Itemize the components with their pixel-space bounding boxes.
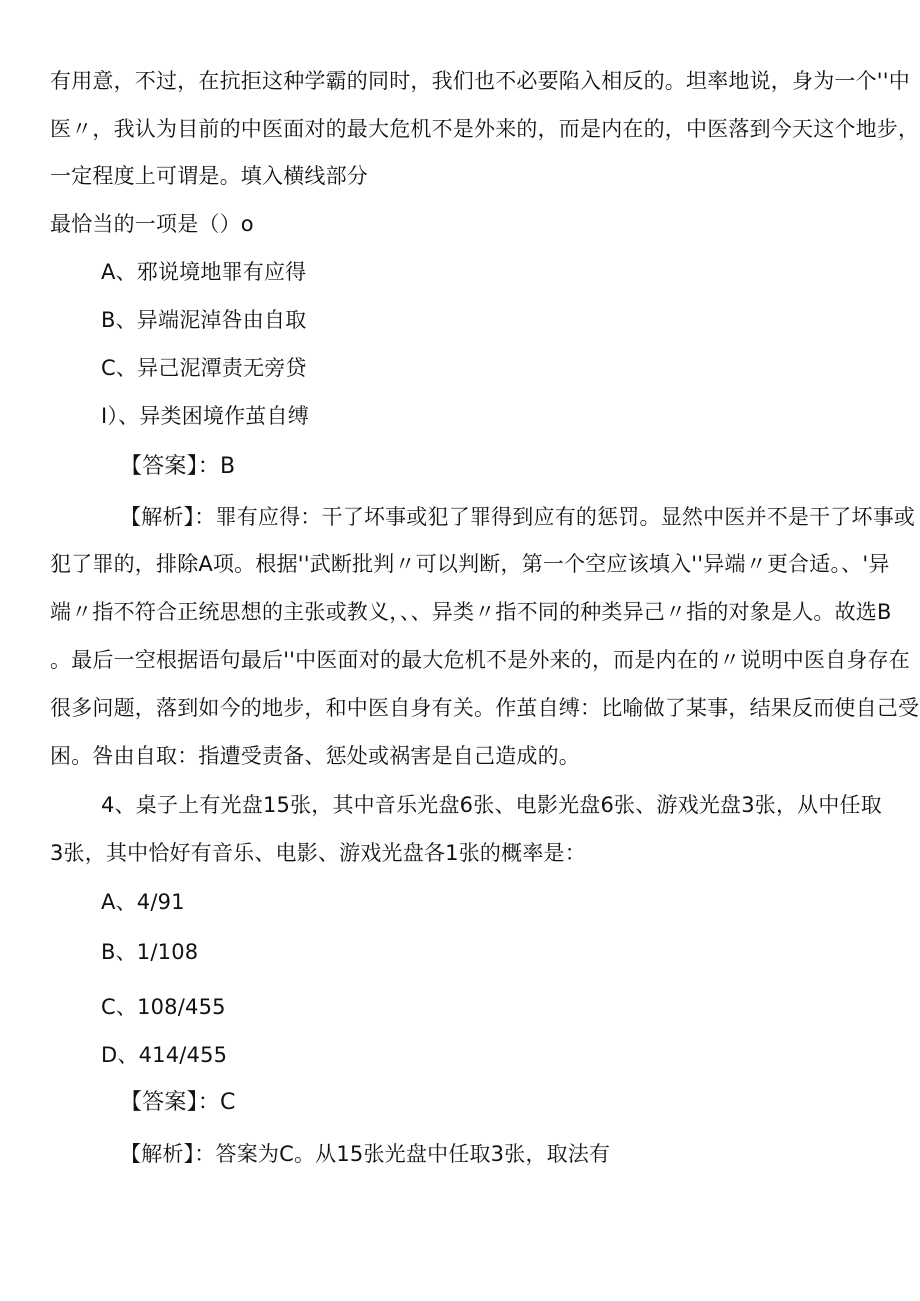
passage-text-line-3: 一定程度上可谓是。填入横线部分: [50, 164, 368, 188]
option-b: B、异端泥淖咎由自取: [101, 308, 307, 332]
question-prompt: 最恰当的一项是（）o: [50, 212, 254, 236]
question-4-line-2: 3张，其中恰好有音乐、电影、游戏光盘各1张的概率是：: [50, 841, 586, 865]
option-a: A、邪说境地罪有应得: [101, 260, 307, 284]
option-b: B、1/108: [101, 940, 199, 964]
analysis-line-1: 【解析】：罪有应得：干了坏事或犯了罪得到应有的惩罚。显然中医并不是干了坏事或: [120, 505, 916, 529]
passage-text-line-1: 有用意，不过，在抗拒这种学霸的同时，我们也不必要陷入相反的。坦率地说，身为一个''中: [50, 69, 910, 93]
analysis-line-4: 。最后一空根据语句最后''中医面对的最大危机不是外来的，而是内在的〃说明中医自身存在: [50, 648, 910, 672]
passage-text-line-2: 医〃，我认为目前的中医面对的最大危机不是外来的，而是内在的，中医落到今天这个地步，: [50, 117, 920, 141]
option-d: D、414/455: [101, 1043, 228, 1067]
option-a: A、4/91: [101, 890, 185, 914]
answer-label: 【答案】：C: [120, 1090, 236, 1115]
option-c: C、108/455: [101, 995, 226, 1019]
option-c: C、异己泥潭责无旁贷: [101, 356, 307, 380]
analysis-line-2: 犯了罪的，排除A项。根据''武断批判〃可以判断，第一个空应该填入''异端〃更合适。、'异: [50, 552, 890, 576]
option-d: I）、异类困境作茧自缚: [101, 404, 309, 428]
question-4-line-1: 4、桌子上有光盘15张，其中音乐光盘6张、电影光盘6张、游戏光盘3张，从中任取: [101, 793, 882, 817]
analysis-line-1: 【解析】：答案为C。从15张光盘中任取3张，取法有: [120, 1142, 611, 1166]
analysis-line-3: 端〃指不符合正统思想的主张或教义，、、异类〃指不同的种类异己〃指的对象是人。故选B: [50, 600, 892, 624]
analysis-line-6: 困。咎由自取：指遭受责备、惩处或祸害是自己造成的。: [50, 744, 580, 768]
analysis-line-5: 很多问题，落到如今的地步，和中医自身有关。作茧自缚：比喻做了某事，结果反而使自己受: [50, 696, 920, 720]
answer-label: 【答案】：B: [120, 454, 236, 479]
